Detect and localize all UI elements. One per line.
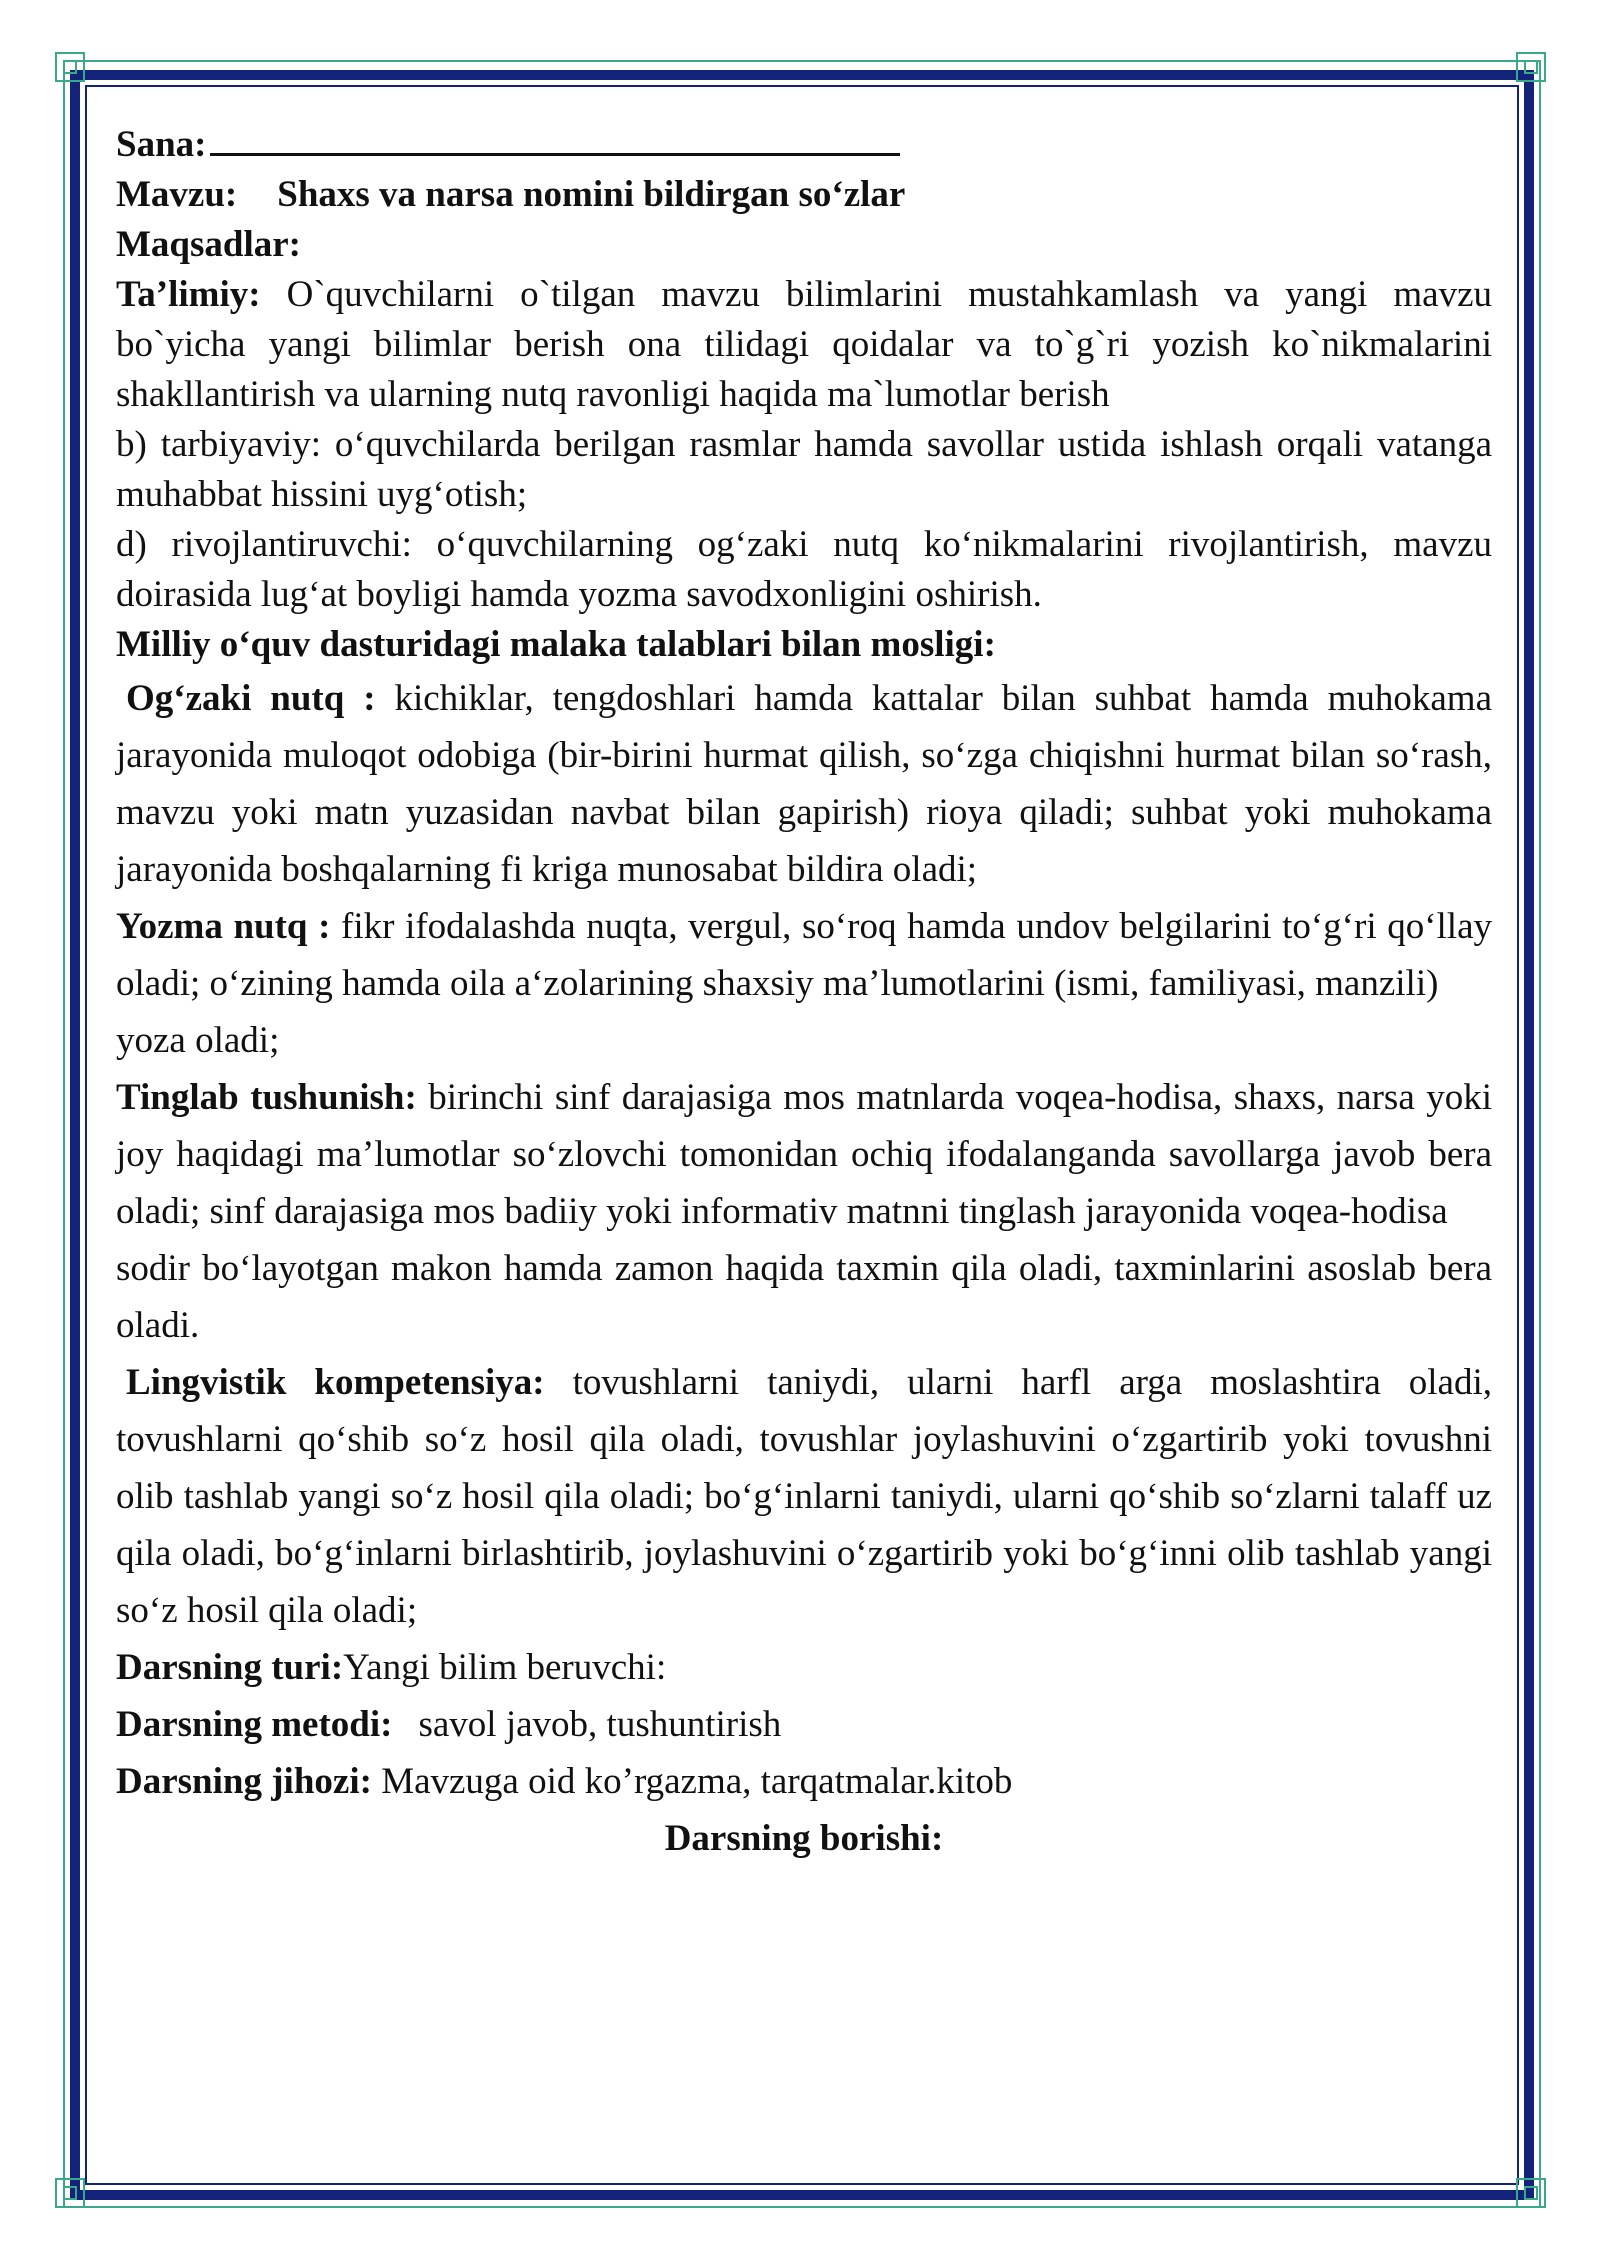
corner-ornament-bottom-left (55, 2178, 85, 2208)
educational-goal-text: O`quvchilarni o`tilgan mavzu bilimlarini mustahkamlash va yangi mavzu bo`yicha yangi bilimlar berish ona tilidagi qoidalar va to`g`ri yozish ko`nikmalarini shakllantirish va ularning nutq ravonligi haqida ma`lumotlar berish (116, 274, 1493, 415)
topic-text: Shaxs va narsa nomini bildirgan so‘zlar (277, 174, 906, 215)
date-label: Sana: (116, 124, 207, 165)
date-line (116, 120, 1492, 170)
lesson-method-label: Darsning metodi: (116, 1704, 393, 1745)
listening-section (116, 1069, 1492, 1240)
linguistic-text: tovushlarni taniydi, ularni harfl arga moslashtira oladi, tovushlarni qo‘shib so‘z hosil qila oladi, tovushlar joylashuvini o‘zgartirib yoki tovushni olib tashlab yangi so‘z hosil qila oladi; bo‘g‘inlarni taniydi, ularni qo‘shib so‘zlarni talaff uz qila oladi, bo‘g‘inlarni birlashtirib, joylashuvini o‘zgartirib yoki bo‘g‘inni olib tashlab yangi so‘z hosil qila oladi; (116, 1362, 1492, 1631)
oral-speech-section (116, 670, 1492, 898)
written-speech-text: fikr ifodalashda nuqta, vergul, so‘roq hamda undov belgilarini to‘g‘ri qo‘llay oladi; o‘zining hamda oila a‘zolarining shaxsiy ma’lumotlarini (ismi, familiyasi, manzili) (116, 906, 1492, 1004)
date-blank-line (210, 123, 900, 156)
written-speech-section (116, 898, 1492, 1012)
topic-line (116, 170, 1492, 220)
lesson-method-line (116, 1696, 1492, 1753)
corner-ornament-top-left (55, 52, 85, 82)
topic-label: Mavzu: (116, 174, 238, 215)
lesson-type-line (116, 1639, 1492, 1696)
educational-goal-label: Ta’limiy: (116, 274, 261, 315)
lesson-equipment-line (116, 1753, 1492, 1810)
corner-ornament-top-right (1516, 52, 1546, 82)
lesson-method-text: savol javob, tushuntirish (418, 1704, 782, 1745)
lesson-progress-heading: Darsning borishi: (664, 1818, 944, 1859)
lesson-equipment-text: Mavzuga oid ko’rgazma, tarqatmalar.kitob (381, 1761, 1013, 1802)
linguistic-label: Lingvistik kompetensiya: (126, 1362, 545, 1403)
linguistic-section (116, 1354, 1492, 1639)
lesson-type-text: Yangi bilim beruvchi: (343, 1647, 667, 1688)
curriculum-heading: Milliy o‘quv dasturidagi malaka talablari bilan mosligi: (116, 624, 996, 665)
written-speech-continuation: yoza oladi; (116, 1020, 280, 1061)
upbringing-goal: b) tarbiyaviy: o‘quvchilarda berilgan rasmlar hamda savollar ustida ishlash orqali vatanga muhabbat hissini uyg‘otish; (116, 424, 1492, 515)
developmental-goal: d) rivojlantiruvchi: o‘quvchilarning og‘zaki nutq ko‘nikmalarini rivojlantirish, mavzu doirasida lug‘at boyligi hamda yozma savodxonligini oshirish. (116, 524, 1492, 615)
goals-heading: Maqsadlar: (116, 224, 301, 265)
lesson-type-label: Darsning turi: (116, 1647, 344, 1688)
lesson-equipment-label: Darsning jihozi: (116, 1761, 372, 1802)
corner-ornament-bottom-right (1516, 2178, 1546, 2208)
lesson-plan-body (116, 120, 1492, 1867)
listening-label: Tinglab tushunish: (116, 1077, 417, 1118)
oral-speech-label: Og‘zaki nutq : (126, 678, 376, 719)
listening-text: birinchi sinf darajasiga mos matnlarda voqea-hodisa, shaxs, narsa yoki joy haqidagi ma’lumotlar so‘zlovchi tomonidan ochiq ifodalanganda savollarga javob bera oladi; sinf darajasiga mos badiiy yoki informativ matnni tinglash jarayonida voqea-hodisa (116, 1077, 1492, 1232)
educational-goal (116, 270, 1492, 420)
oral-speech-text: kichiklar, tengdoshlari hamda kattalar bilan suhbat hamda muhokama jarayonida muloqot odobiga (bir-birini hurmat qilish, so‘zga chiqishni hurmat bilan so‘rash, mavzu yoki matn yuzasidan navbat bilan gapirish) rioya qiladi; suhbat yoki muhokama jarayonida boshqalarning fi kriga munosabat bildira oladi; (116, 678, 1493, 890)
listening-continuation: sodir bo‘layotgan makon hamda zamon haqida taxmin qila oladi, taxminlarini asoslab bera oladi. (116, 1248, 1492, 1346)
written-speech-label: Yozma nutq : (116, 906, 331, 947)
